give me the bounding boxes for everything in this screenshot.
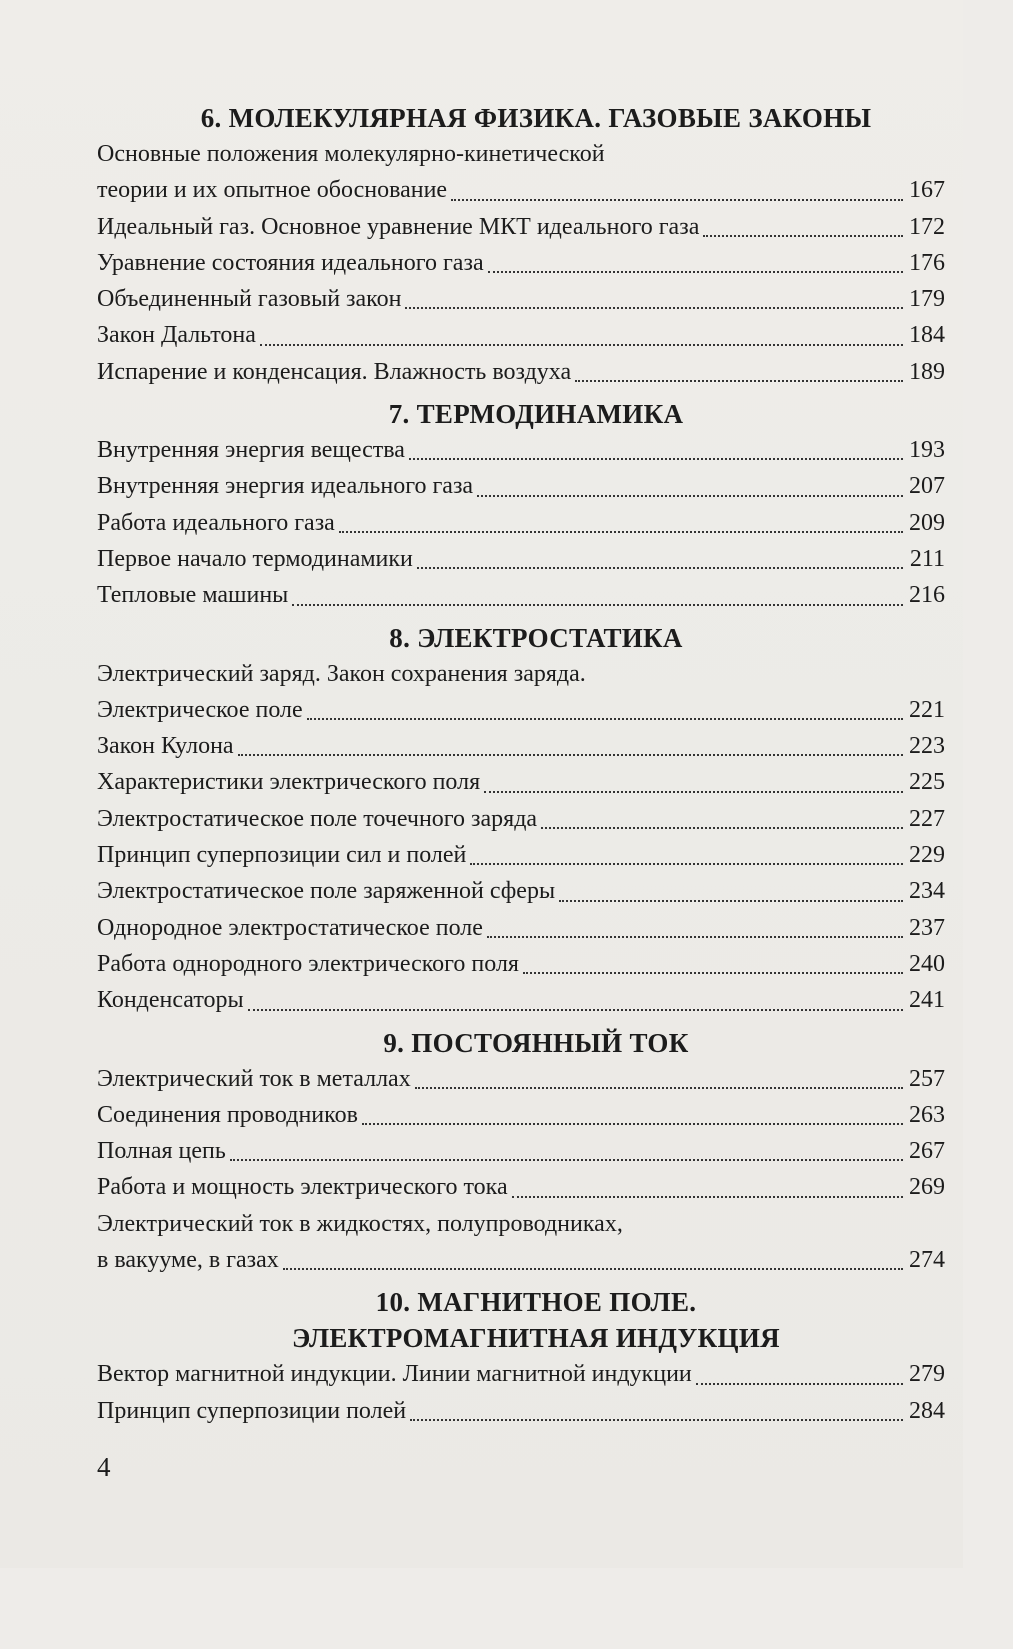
dot-leader — [260, 330, 903, 354]
entry-title: Характеристики электрического поля — [97, 769, 481, 796]
toc-entry[interactable] — [97, 656, 945, 729]
entry-title: Работа идеального газа — [97, 509, 335, 536]
page-number: 4 — [97, 1452, 111, 1482]
table-of-contents — [97, 100, 945, 1429]
dot-leader — [292, 590, 903, 614]
toc-section — [97, 100, 945, 390]
toc-entry[interactable] — [97, 946, 945, 982]
toc-entry[interactable] — [97, 468, 945, 504]
entry-title: Соединения проводников — [97, 1101, 358, 1128]
toc-entry[interactable] — [97, 209, 945, 245]
entry-title: Электрический ток в жидкостях, полупроводниках, — [97, 1210, 623, 1237]
section-title: 8. ЭЛЕКТРОСТАТИКА — [389, 622, 683, 653]
entry-title: Работа и мощность электрического тока — [97, 1174, 508, 1201]
entry-title: Вектор магнитной индукции. Линии магнитной индукции — [97, 1361, 692, 1388]
dot-leader — [417, 553, 903, 577]
dot-leader — [362, 1109, 903, 1133]
entry-title: Конденсаторы — [97, 987, 244, 1014]
entry-title: Закон Дальтона — [97, 322, 256, 349]
dot-leader — [541, 813, 903, 837]
toc-entry[interactable] — [97, 505, 945, 541]
entry-page-number: 269 — [909, 1174, 945, 1201]
toc-entry[interactable] — [97, 354, 945, 390]
toc-entry[interactable] — [97, 1356, 945, 1392]
entry-title: Испарение и конденсация. Влажность воздуха — [97, 358, 572, 385]
entry-page-number: 284 — [909, 1397, 945, 1424]
toc-section — [97, 620, 945, 1019]
dot-leader — [451, 185, 903, 209]
entry-title: Уравнение состояния идеального газа — [97, 249, 484, 276]
entry-page-number: 227 — [909, 805, 945, 832]
entry-title: Принцип суперпозиции сил и полей — [97, 842, 467, 869]
toc-entry[interactable] — [97, 837, 945, 873]
toc-entry[interactable] — [97, 1169, 945, 1205]
entry-page-number: 267 — [909, 1138, 945, 1165]
dot-leader — [307, 704, 903, 728]
dot-leader — [487, 922, 903, 946]
dot-leader — [410, 1405, 903, 1429]
section-title-continued: ЭЛЕКТРОМАГНИТНАЯ ИНДУКЦИЯ — [292, 1323, 780, 1354]
entry-page-number: 172 — [909, 213, 945, 240]
entry-title: теории и их опытное обоснование — [97, 177, 448, 204]
dot-leader — [409, 444, 903, 468]
entry-page-number: 216 — [909, 582, 945, 609]
entry-page-number: 167 — [909, 177, 945, 204]
section-title: 9. ПОСТОЯННЫЙ ТОК — [383, 1027, 689, 1058]
entry-title: Электростатическое поле точечного заряда — [97, 805, 538, 832]
toc-entry[interactable] — [97, 1061, 945, 1097]
entry-title: Тепловые машины — [97, 582, 289, 609]
dot-leader — [559, 886, 903, 910]
entry-title: Однородное электростатическое поле — [97, 914, 483, 941]
dot-leader — [703, 221, 903, 245]
entry-title: Электрический ток в металлах — [97, 1065, 411, 1092]
entry-page-number: 207 — [909, 473, 945, 500]
entry-page-number: 229 — [909, 842, 945, 869]
entry-page-number: 189 — [909, 358, 945, 385]
toc-entry[interactable] — [97, 317, 945, 353]
entry-title: Идеальный газ. Основное уравнение МКТ идеального газа — [97, 213, 700, 240]
section-title: 10. МАГНИТНОЕ ПОЛЕ. — [375, 1287, 697, 1318]
dot-leader — [477, 481, 903, 505]
entry-title: Закон Кулона — [97, 733, 234, 760]
toc-entry[interactable] — [97, 541, 945, 577]
toc-entry[interactable] — [97, 764, 945, 800]
entry-page-number: 257 — [909, 1065, 945, 1092]
entry-page-number: 274 — [909, 1247, 945, 1274]
toc-entry[interactable] — [97, 1097, 945, 1133]
entry-page-number: 225 — [909, 769, 945, 796]
toc-entry[interactable] — [97, 910, 945, 946]
dot-leader — [405, 293, 903, 317]
dot-leader — [283, 1254, 903, 1278]
entry-title: Первое начало термодинамики — [97, 545, 413, 572]
toc-section — [97, 396, 945, 613]
entry-page-number: 193 — [909, 437, 945, 464]
dot-leader — [339, 517, 903, 541]
entry-title: Полная цепь — [97, 1138, 226, 1165]
entry-page-number: 237 — [909, 914, 945, 941]
dot-leader — [230, 1145, 903, 1169]
entry-page-number: 240 — [909, 950, 945, 977]
entry-title: Принцип суперпозиции полей — [97, 1397, 407, 1424]
toc-entry[interactable] — [97, 577, 945, 613]
toc-section — [97, 1284, 945, 1429]
dot-leader — [248, 995, 903, 1019]
entry-title: Основные положения молекулярно-кинетической — [97, 141, 605, 167]
entry-title: Объединенный газовый закон — [97, 286, 402, 313]
entry-page-number: 211 — [909, 545, 945, 572]
entry-page-number: 179 — [909, 286, 945, 313]
dot-leader — [523, 958, 903, 982]
toc-entry[interactable] — [97, 801, 945, 837]
section-title: 6. МОЛЕКУЛЯРНАЯ ФИЗИКА. ГАЗОВЫЕ ЗАКОНЫ — [200, 103, 872, 133]
dot-leader — [575, 366, 903, 390]
dot-leader — [696, 1369, 903, 1393]
toc-entry[interactable] — [97, 136, 945, 209]
dot-leader — [488, 257, 903, 281]
dot-leader — [415, 1073, 903, 1097]
toc-entry[interactable] — [97, 1206, 945, 1279]
entry-title: Внутренняя энергия вещества — [97, 437, 405, 464]
toc-entry[interactable] — [97, 245, 945, 281]
entry-page-number: 221 — [909, 696, 945, 723]
toc-entry[interactable] — [97, 982, 945, 1018]
entry-title: Электрический заряд. Закон сохранения заряда. — [97, 660, 586, 687]
entry-page-number: 241 — [909, 987, 945, 1014]
entry-title: Внутренняя энергия идеального газа — [97, 473, 474, 500]
dot-leader — [238, 740, 903, 764]
entry-page-number: 279 — [909, 1361, 945, 1388]
toc-entry[interactable] — [97, 1133, 945, 1169]
entry-page-number: 184 — [909, 322, 945, 349]
entry-page-number: 209 — [909, 509, 945, 536]
toc-entry[interactable] — [97, 1393, 945, 1429]
entry-page-number: 176 — [909, 249, 945, 276]
entry-page-number: 234 — [909, 878, 945, 905]
toc-entry[interactable] — [97, 281, 945, 317]
entry-title: в вакууме, в газах — [97, 1247, 279, 1274]
toc-entry[interactable] — [97, 728, 945, 764]
entry-page-number: 263 — [909, 1101, 945, 1128]
dot-leader — [512, 1182, 903, 1206]
toc-section — [97, 1025, 945, 1279]
entry-title: Работа однородного электрического поля — [97, 950, 519, 977]
toc-entry[interactable] — [97, 432, 945, 468]
toc-entry[interactable] — [97, 873, 945, 909]
entry-title: Электростатическое поле заряженной сферы — [97, 878, 556, 905]
entry-title: Электрическое поле — [97, 696, 303, 723]
entry-page-number: 223 — [909, 733, 945, 760]
section-title: 7. ТЕРМОДИНАМИКА — [388, 399, 684, 430]
dot-leader — [470, 849, 903, 873]
dot-leader — [484, 777, 903, 801]
